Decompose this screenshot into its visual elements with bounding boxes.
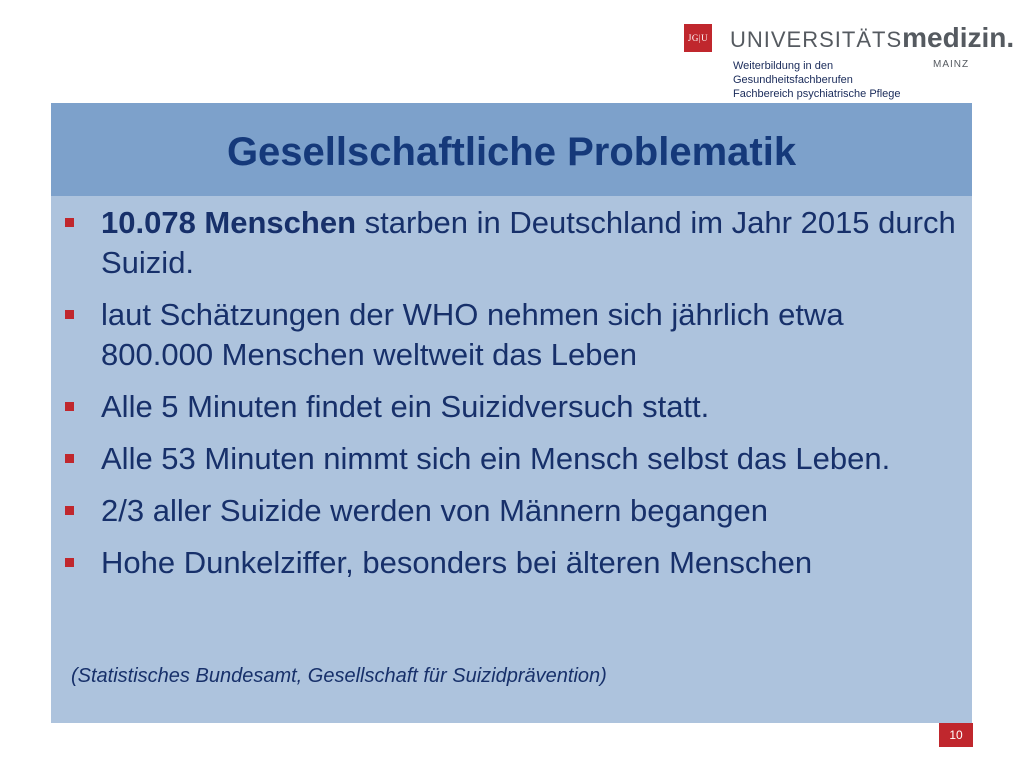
department-line: Weiterbildung in den: [733, 60, 834, 72]
bullet-list: [51, 203, 972, 595]
jgu-logo: JG|U: [684, 24, 712, 52]
bullet-text: Alle 53 Minuten nimmt sich ein Mensch selbst das Leben.: [101, 441, 891, 476]
bullet-text: Alle 5 Minuten findet ein Suizidversuch statt.: [101, 389, 710, 424]
bullet-text: starben in Deutschland im Jahr 2015 durch Suizid.: [101, 205, 956, 280]
bullet-item: [51, 491, 972, 531]
logo-universitaets: UNIVERSITÄTS: [730, 27, 903, 52]
slide-title: Gesellschaftliche Problematik: [226, 130, 797, 174]
slide-content: [51, 103, 972, 723]
bullet-text: 2/3 aller Suizide werden von Männern begangen: [101, 493, 768, 528]
logo-medizin: medizin.: [902, 22, 1015, 53]
bullet-marker: [65, 402, 74, 411]
bullet-bold-text: 10.078 Menschen: [101, 205, 357, 240]
bullet-marker: [65, 310, 74, 319]
bullet-marker: [65, 506, 74, 515]
universitaetsmedizin-logo: [730, 22, 1014, 56]
source-citation: (Statistisches Bundesamt, Gesellschaft für Suizidprävention): [71, 665, 607, 687]
bullet-text: laut Schätzungen der WHO nehmen sich jährlich etwa 800.000 Menschen weltweit das Leben: [101, 297, 844, 372]
department-line: Fachbereich psychiatrische Pflege: [733, 88, 901, 100]
bullet-item: [51, 387, 972, 427]
department-line: Gesundheitsfachberufen: [733, 74, 853, 86]
bullet-item: [51, 203, 972, 283]
bullet-text: Hohe Dunkelziffer, besonders bei älteren Menschen: [101, 545, 813, 580]
bullet-marker: [65, 454, 74, 463]
bullet-item: [51, 543, 972, 583]
bullet-marker: [65, 558, 74, 567]
department-info: [733, 59, 901, 101]
logo-city: MAINZ: [933, 59, 970, 70]
title-bar: [51, 103, 972, 196]
bullet-item: [51, 439, 972, 479]
page-number: 10: [939, 723, 973, 747]
bullet-marker: [65, 218, 74, 227]
bullet-item: [51, 295, 972, 375]
